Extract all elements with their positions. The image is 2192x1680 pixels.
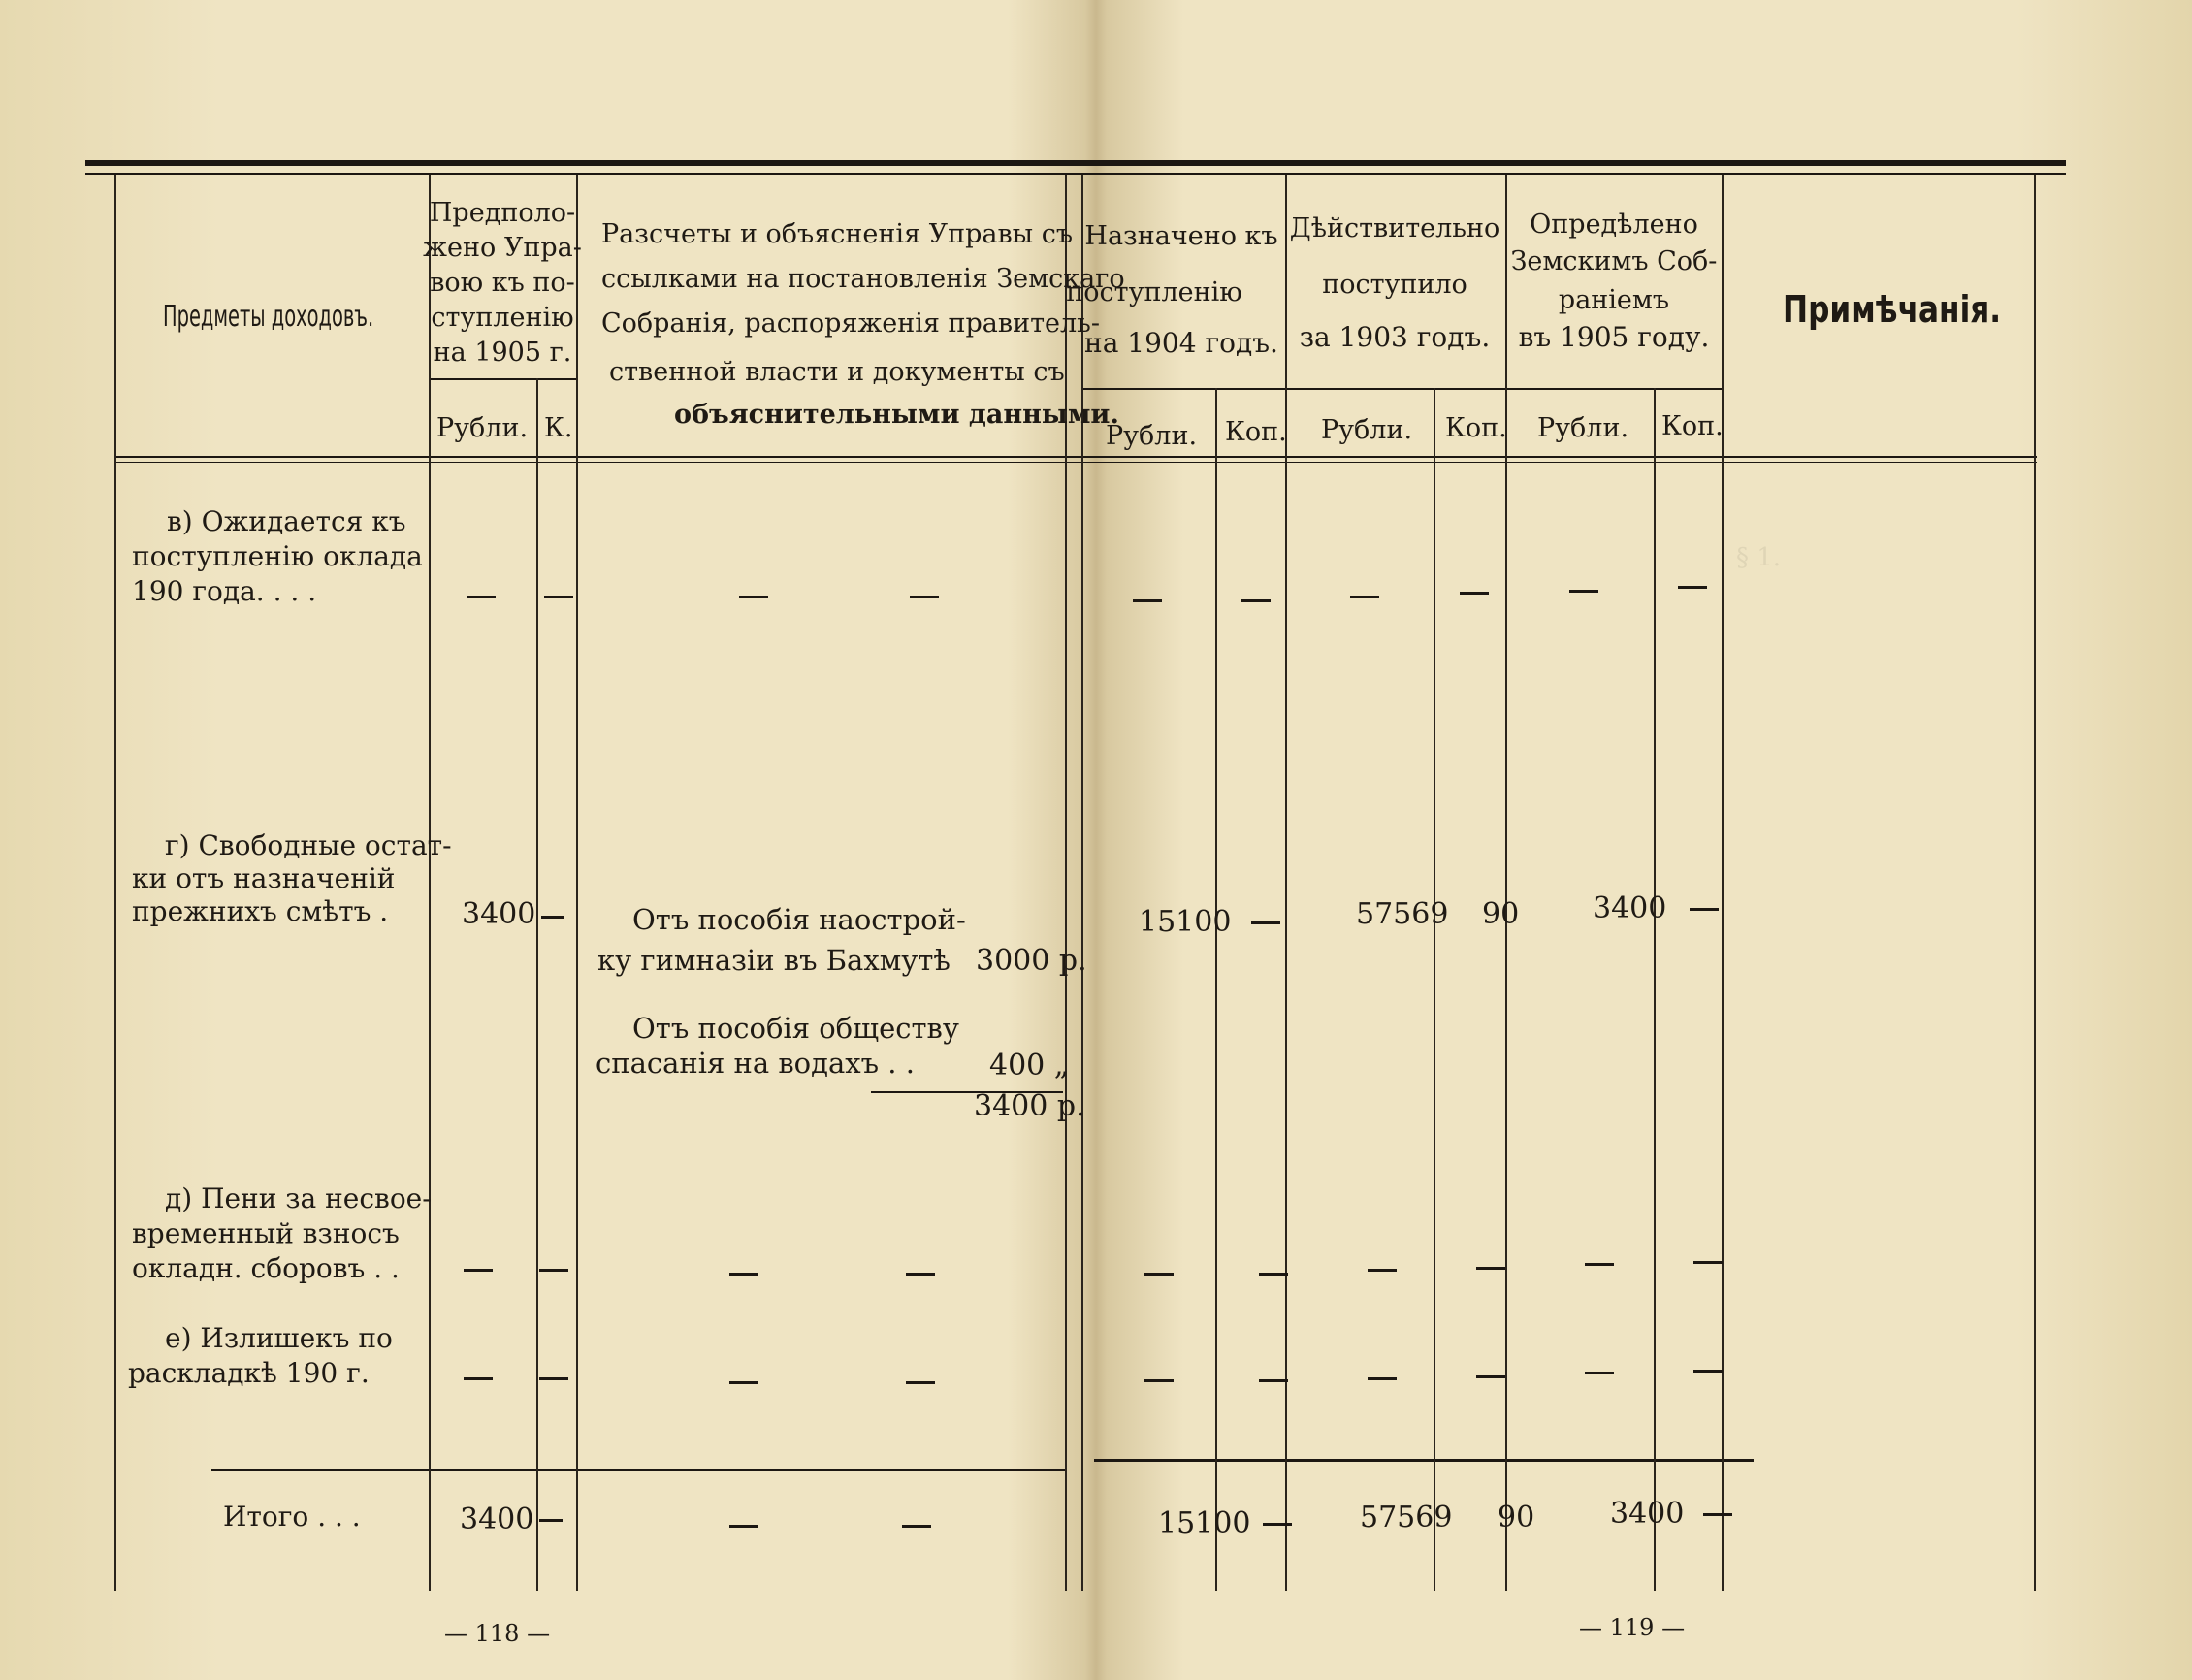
empty-dash: [729, 1273, 758, 1276]
explain-line: Отъ пособія наострой-: [632, 903, 966, 936]
empty-dash: [1693, 1261, 1723, 1264]
label-line: временный взносъ: [132, 1217, 400, 1249]
label-line: в) Ожидается къ: [167, 505, 406, 537]
empty-dash: [910, 596, 939, 598]
page-number-right: — 119 —: [1579, 1614, 1686, 1641]
col-border: [576, 175, 578, 1591]
empty-dash: [1569, 590, 1598, 593]
empty-dash: [1259, 1379, 1288, 1382]
col-border: [1065, 175, 1067, 1591]
subhead-rule-right: [1081, 388, 1722, 390]
header-line: Земскимъ Соб-: [1510, 246, 1718, 276]
empty-dash: [1263, 1523, 1292, 1526]
empty-dash: [1703, 1513, 1732, 1516]
label-line: раскладкѣ 190 г.: [128, 1357, 370, 1389]
header-line: раніемъ: [1558, 285, 1670, 315]
header-line: Разсчеты и объясненія Управы съ: [601, 219, 1074, 249]
total-rule-left: [211, 1469, 1065, 1471]
explain-line: Отъ пособія обществу: [632, 1012, 959, 1045]
received-rubles: 57569: [1356, 897, 1449, 931]
label-line: прежнихъ смѣтъ .: [132, 895, 389, 927]
empty-dash: [1241, 599, 1271, 602]
total-received-kop: 90: [1498, 1501, 1535, 1535]
empty-dash: [1693, 1370, 1723, 1373]
subheader-rubles: Рубли.: [1537, 413, 1629, 443]
empty-dash: [739, 596, 768, 598]
amount-total: 3400 р.: [974, 1089, 1085, 1123]
header-items: Предметы доходовъ.: [163, 300, 374, 334]
empty-dash: [464, 1269, 493, 1272]
col-border: [1722, 175, 1724, 1591]
subheader-rubles: Рубли.: [1321, 415, 1413, 445]
explain-line: ку гимназіи въ Бахмутѣ: [597, 944, 951, 977]
empty-dash: [729, 1381, 758, 1384]
col-border: [1505, 175, 1507, 1591]
subhead-rule-left: [429, 378, 576, 380]
label-line: 190 года. . . .: [132, 575, 317, 607]
empty-dash: [1476, 1267, 1505, 1270]
subheader-rubles: Рубли.: [1106, 421, 1198, 451]
empty-dash: [539, 1519, 563, 1522]
header-line: ственной власти и документы съ: [609, 357, 1065, 387]
empty-dash: [729, 1525, 758, 1528]
empty-dash: [1368, 1269, 1397, 1272]
empty-dash: [1585, 1263, 1614, 1266]
empty-dash: [1368, 1377, 1397, 1380]
label-line: поступленію оклада: [132, 540, 423, 572]
header-line: поступленію: [1066, 277, 1242, 307]
explain-line: спасанія на водахъ . .: [596, 1047, 915, 1080]
header-line: въ 1905 году.: [1518, 321, 1710, 353]
header-line: ссылками на постановленія Земскаго: [601, 264, 1125, 294]
header-line: поступило: [1322, 270, 1467, 300]
col-border: [114, 175, 116, 1591]
total-determined-rubles: 3400: [1610, 1497, 1685, 1531]
empty-dash: [1690, 908, 1719, 911]
empty-dash: [541, 916, 564, 919]
empty-dash: [1585, 1372, 1614, 1374]
page-number-left: — 118 —: [444, 1620, 551, 1647]
total-label: Итого . . .: [223, 1501, 361, 1533]
label-line: ки отъ назначеній: [132, 862, 396, 894]
total-received-rubles: 57569: [1360, 1501, 1453, 1535]
header-notes: Примѣчанія.: [1783, 288, 2002, 331]
label-line: г) Свободные остат-: [165, 829, 452, 861]
empty-dash: [464, 1377, 493, 1380]
header-line: жено Упра-: [423, 233, 582, 263]
subheader-kop: Коп.: [1225, 417, 1287, 447]
header-line: на 1904 годъ.: [1084, 327, 1278, 359]
top-rule-thin: [85, 173, 2066, 175]
empty-dash: [1350, 596, 1379, 598]
empty-dash: [1144, 1273, 1174, 1276]
header-rule-2: [116, 462, 2037, 463]
header-line: Собранія, распоряженія правитель-: [601, 308, 1100, 339]
top-rule: [85, 160, 2066, 166]
total-assigned-rubles: 15100: [1158, 1506, 1251, 1540]
header-rule: [116, 456, 2037, 458]
header-line: Назначено къ: [1084, 221, 1278, 251]
empty-dash: [1133, 599, 1162, 602]
header-line: Опредѣлено: [1530, 210, 1698, 240]
col-border: [1434, 388, 1435, 1591]
col-border: [1285, 175, 1287, 1591]
empty-dash: [1251, 921, 1280, 924]
empty-dash: [906, 1273, 935, 1276]
empty-dash: [1259, 1273, 1288, 1276]
col-border: [2034, 175, 2036, 1591]
determined-rubles: 3400: [1593, 891, 1667, 925]
empty-dash: [906, 1381, 935, 1384]
header-line: ступленію: [431, 303, 574, 333]
header-line: Предполо-: [429, 198, 576, 228]
label-line: д) Пени за несвое-: [165, 1182, 432, 1214]
header-line: объяснительными данными.: [674, 400, 1119, 430]
col-border: [429, 175, 431, 1591]
col-border: [1654, 388, 1656, 1591]
empty-dash: [1476, 1375, 1505, 1378]
total-proposed-rubles: 3400: [460, 1502, 534, 1536]
empty-dash: [467, 596, 496, 598]
header-line: на 1905 г.: [433, 338, 572, 368]
proposed-rubles: 3400: [462, 897, 536, 931]
col-border: [1081, 175, 1083, 1591]
empty-dash: [544, 596, 573, 598]
col-border: [536, 378, 538, 1591]
amount-rescue: 400 „: [989, 1049, 1070, 1082]
empty-dash: [539, 1377, 568, 1380]
subheader-kop: Коп.: [1661, 411, 1724, 441]
empty-dash: [539, 1269, 568, 1272]
assigned-rubles: 15100: [1139, 905, 1232, 939]
header-line: за 1903 годъ.: [1299, 321, 1491, 353]
bleed-through: § 1.: [1736, 543, 1782, 572]
header-line: Дѣйствительно: [1289, 213, 1500, 243]
empty-dash: [1678, 586, 1707, 589]
subheader-kop: К.: [544, 413, 573, 443]
empty-dash: [902, 1525, 931, 1528]
subheader-rubles: Рубли.: [436, 413, 529, 443]
label-line: окладн. сборовъ . .: [132, 1252, 400, 1284]
received-kop: 90: [1482, 897, 1520, 931]
header-line: вою къ по-: [430, 268, 575, 298]
empty-dash: [1460, 592, 1489, 595]
empty-dash: [1144, 1379, 1174, 1382]
amount-gymnasium: 3000 р.: [976, 944, 1087, 978]
col-border: [1215, 388, 1217, 1591]
subheader-kop: Коп.: [1445, 413, 1507, 443]
label-line: е) Излишекъ по: [165, 1322, 393, 1354]
